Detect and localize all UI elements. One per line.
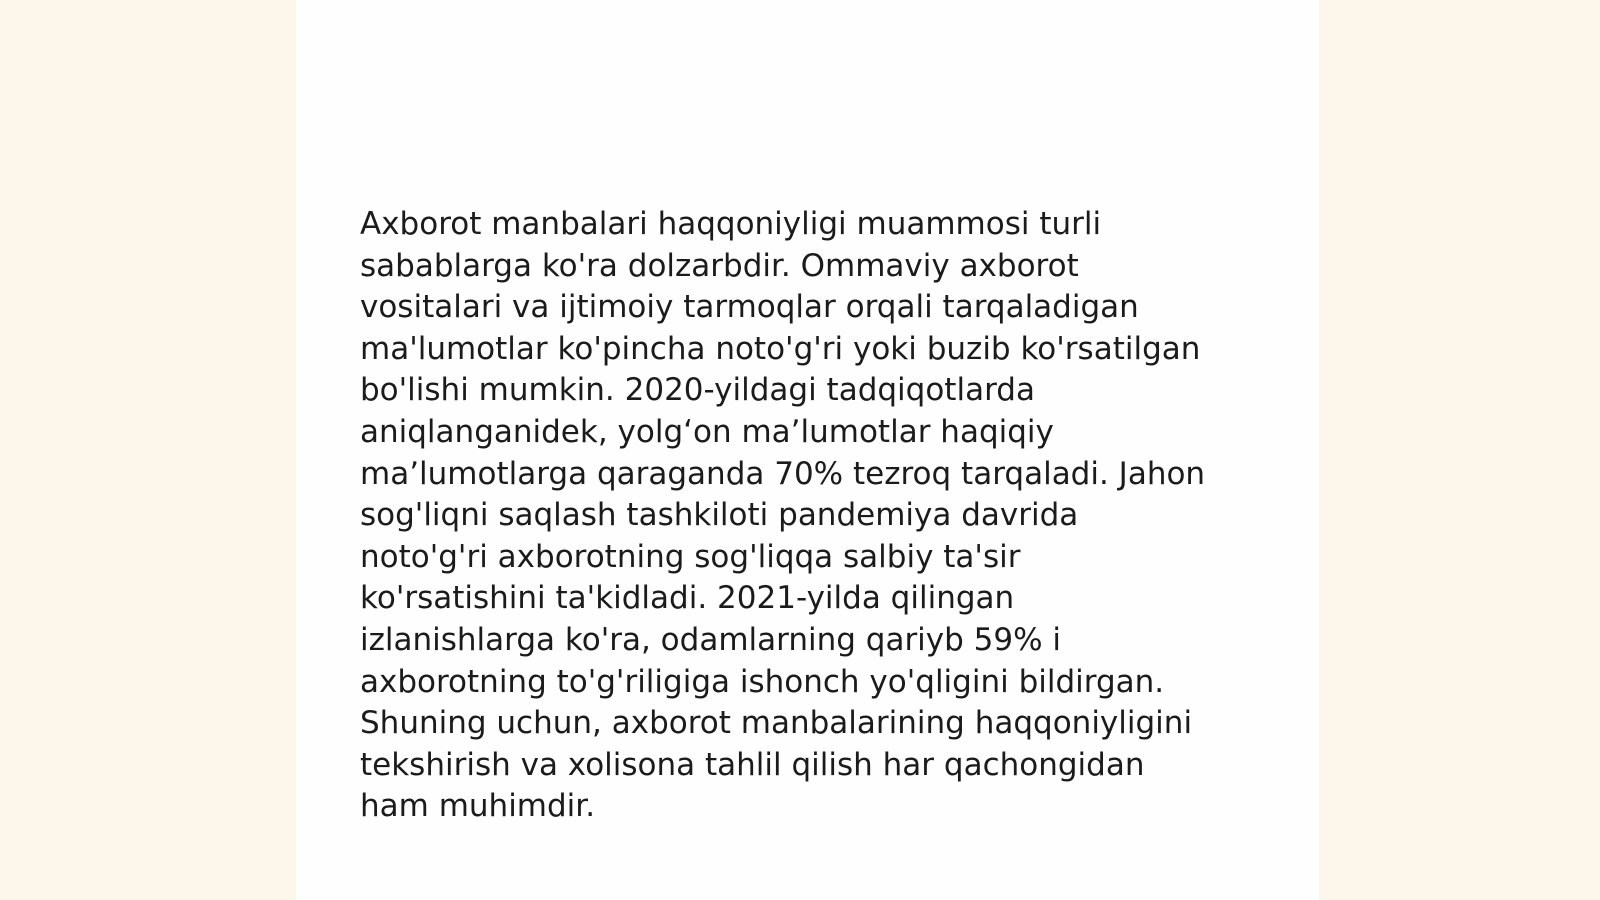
- text-line: tekshirish va xolisona tahlil qilish har qachongidan: [360, 746, 1145, 783]
- text-line: Axborot manbalari haqqoniyligi muammosi turli: [360, 206, 1102, 242]
- document-page: [296, 0, 1319, 900]
- text-line: sabablarga ko'ra dolzarbdir. Ommaviy axborot: [360, 247, 1079, 284]
- text-line: ma’lumotlarga qaraganda 70% tezroq tarqaladi. Jahon: [360, 455, 1206, 492]
- text-line: axborotning to'g'riligiga ishonch yo'qligini bildirgan.: [360, 663, 1165, 700]
- text-line: Shuning uchun, axborot manbalarining haqqoniyligini: [360, 705, 1193, 742]
- text-line: sog'liqni saqlash tashkiloti pandemiya davrida: [360, 497, 1079, 534]
- body-paragraph: [360, 204, 1280, 828]
- text-line: bo'lishi mumkin. 2020-yildagi tadqiqotlarda: [360, 372, 1035, 409]
- text-line: izlanishlarga ko'ra, odamlarning qariyb 59% i: [360, 621, 1062, 658]
- text-line: ma'lumotlar ko'pincha noto'g'ri yoki buzib ko'rsatilgan: [360, 330, 1201, 367]
- text-line: ko'rsatishini ta'kidladi. 2021-yilda qilingan: [360, 580, 1015, 617]
- text-line: ham muhimdir.: [360, 788, 596, 825]
- text-line: aniqlanganidek, yolg‘on ma’lumotlar haqiqiy: [360, 413, 1054, 450]
- text-line: noto'g'ri axborotning sog'liqqa salbiy ta'sir: [360, 538, 1021, 575]
- text-line: vositalari va ijtimoiy tarmoqlar orqali tarqaladigan: [360, 289, 1139, 326]
